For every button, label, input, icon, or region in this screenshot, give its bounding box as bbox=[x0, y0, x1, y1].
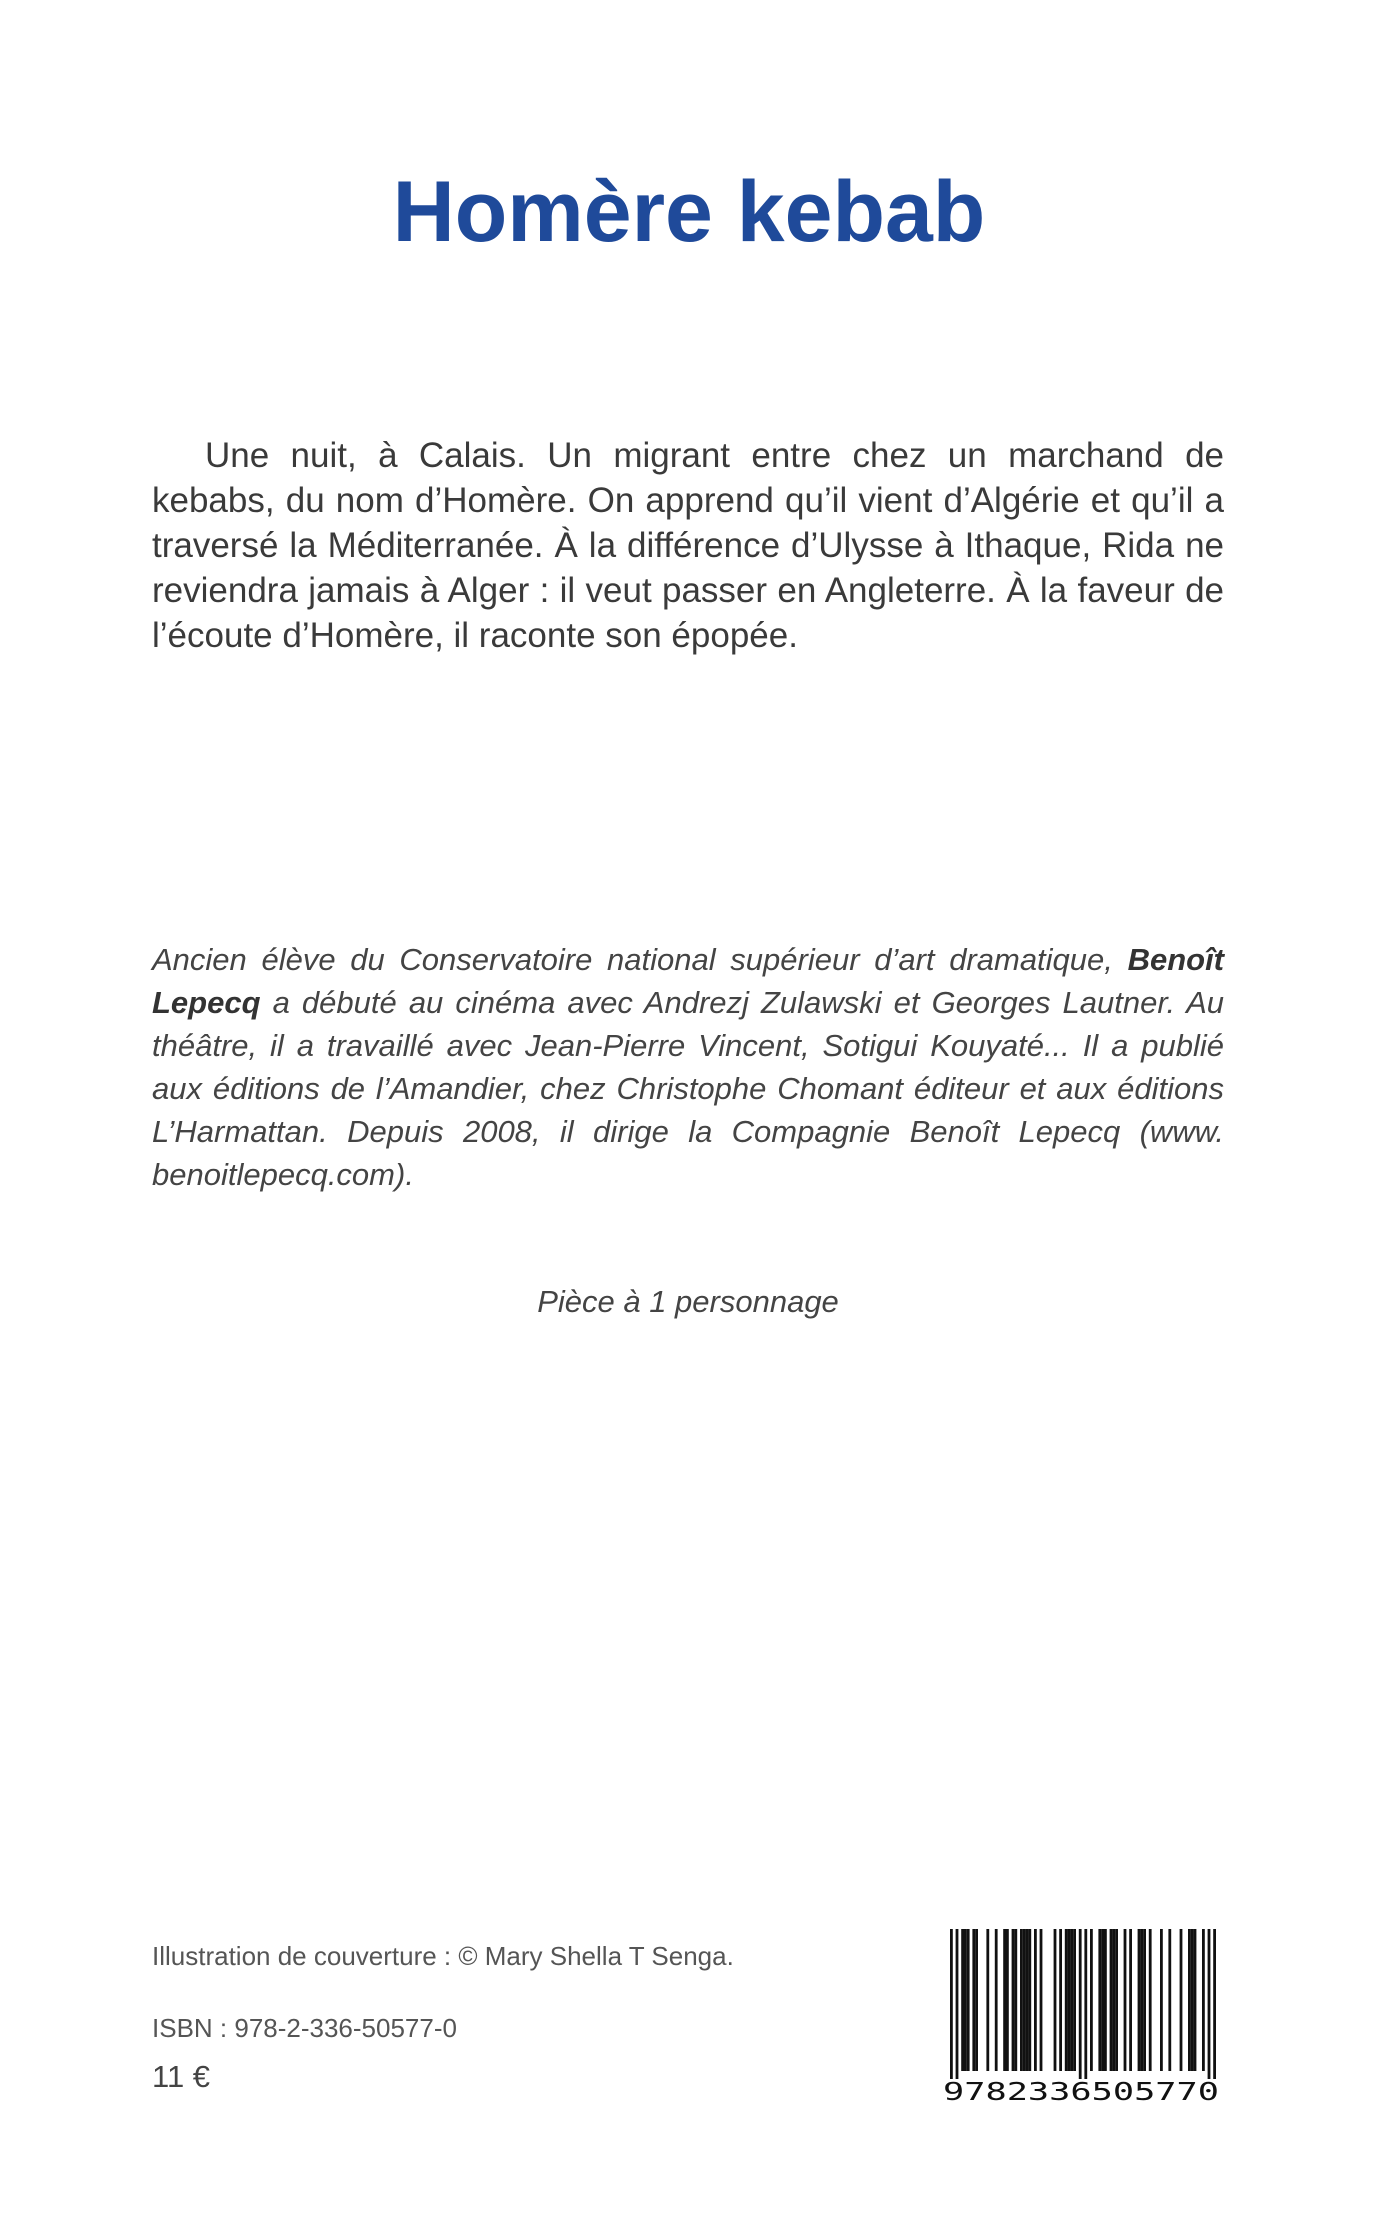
barcode-bar bbox=[1191, 1929, 1194, 2071]
isbn-text: ISBN : 978-2-336-50577-0 bbox=[152, 2013, 457, 2043]
author-name: Benoît Lepecq bbox=[152, 942, 1224, 1020]
barcode-bar bbox=[1208, 1929, 1211, 2079]
barcode-bar bbox=[986, 1929, 989, 2071]
barcode-bar bbox=[1110, 1929, 1113, 2071]
barcode-bar bbox=[1003, 1929, 1006, 2071]
barcode-bar bbox=[961, 1929, 964, 2071]
barcode-bar bbox=[1213, 1929, 1216, 2079]
barcode-bar bbox=[1140, 1929, 1143, 2071]
barcode-bar bbox=[1040, 1929, 1043, 2071]
barcode-bar bbox=[972, 1929, 975, 2071]
bio-intro: Ancien élève du Conservatoire national supérieur d’art dramatique, bbox=[152, 942, 1128, 977]
synopsis-paragraph: Une nuit, à Calais. Un migrant entre chez un marchand de kebabs, du nom d’Homère. On apprend qu’il vient d’Algérie et qu’il a traversé la Méditerranée. À la différence d’Ulysse à Ithaque, Rida ne reviendra jamais à Alger : il veut passer en Angleterre. À la faveur de l’écoute d’Homère, il raconte son épopée. bbox=[152, 436, 1224, 655]
barcode-bar bbox=[1180, 1929, 1183, 2071]
barcode-bar bbox=[964, 1929, 967, 2071]
barcode-bar bbox=[1070, 1929, 1073, 2071]
author-bio bbox=[152, 938, 1224, 1196]
barcode-bar bbox=[1112, 1929, 1115, 2071]
barcode-bar bbox=[1124, 1929, 1127, 2071]
barcode-bar bbox=[1129, 1929, 1132, 2071]
barcode-bar bbox=[950, 1929, 953, 2079]
barcode-bar bbox=[967, 1929, 970, 2071]
barcode-bar bbox=[1006, 1929, 1009, 2071]
barcode-bar bbox=[1104, 1929, 1107, 2071]
play-subtitle: Pièce à 1 personnage bbox=[537, 1284, 839, 1319]
barcode-bar bbox=[1149, 1929, 1152, 2071]
barcode-bar bbox=[1073, 1929, 1076, 2071]
barcode-bar bbox=[995, 1929, 998, 2071]
barcode-bar bbox=[1084, 1929, 1087, 2079]
barcode-bar bbox=[1020, 1929, 1023, 2071]
barcode-bar bbox=[1160, 1929, 1163, 2071]
barcode-bar bbox=[956, 1929, 959, 2079]
barcode-bar bbox=[975, 1929, 978, 2071]
bio-rest: a débuté au cinéma avec Andrezj Zulawski et Georges Lautner. Au théâtre, il a travaillé avec Jean-Pierre Vincent, Sotigui Kouyaté... Il a publié aux éditions de l’Amandier, chez Christophe Chomant éditeur et aux éditions L’Harmattan. Depuis 2008, il dirige la Compagnie Benoît Lepecq (www. benoitlepecq.com). bbox=[152, 985, 1224, 1192]
barcode-bar bbox=[1012, 1929, 1015, 2071]
barcode-bar bbox=[1202, 1929, 1205, 2071]
barcode-bar bbox=[1028, 1929, 1031, 2071]
barcode-bar bbox=[1168, 1929, 1171, 2071]
barcode-bar bbox=[1138, 1929, 1141, 2071]
barcode-digits: 9782336505770 bbox=[943, 2077, 1219, 2106]
barcode-bar bbox=[1079, 1929, 1082, 2079]
barcode-bar bbox=[1023, 1929, 1026, 2071]
barcode-bar bbox=[1034, 1929, 1037, 2071]
illustration-credit: Illustration de couverture : © Mary Shella T Senga. bbox=[152, 1941, 734, 1971]
barcode-bar bbox=[1090, 1929, 1093, 2071]
barcode-bar bbox=[1065, 1929, 1068, 2071]
barcode-bar bbox=[1026, 1929, 1029, 2071]
barcode-bar bbox=[1115, 1929, 1118, 2071]
barcode bbox=[936, 1929, 1226, 2107]
barcode-bar bbox=[1054, 1929, 1057, 2071]
barcode-bar bbox=[1098, 1929, 1101, 2071]
barcode-bar bbox=[1143, 1929, 1146, 2071]
barcode-bar bbox=[1188, 1929, 1191, 2071]
price: 11 € bbox=[152, 2059, 211, 2094]
barcode-bar bbox=[1014, 1929, 1017, 2071]
barcode-bar bbox=[1194, 1929, 1197, 2071]
barcode-bar bbox=[1068, 1929, 1071, 2071]
barcode-bar bbox=[1059, 1929, 1062, 2071]
book-title: Homère kebab bbox=[392, 164, 986, 260]
barcode-bar bbox=[1101, 1929, 1104, 2071]
